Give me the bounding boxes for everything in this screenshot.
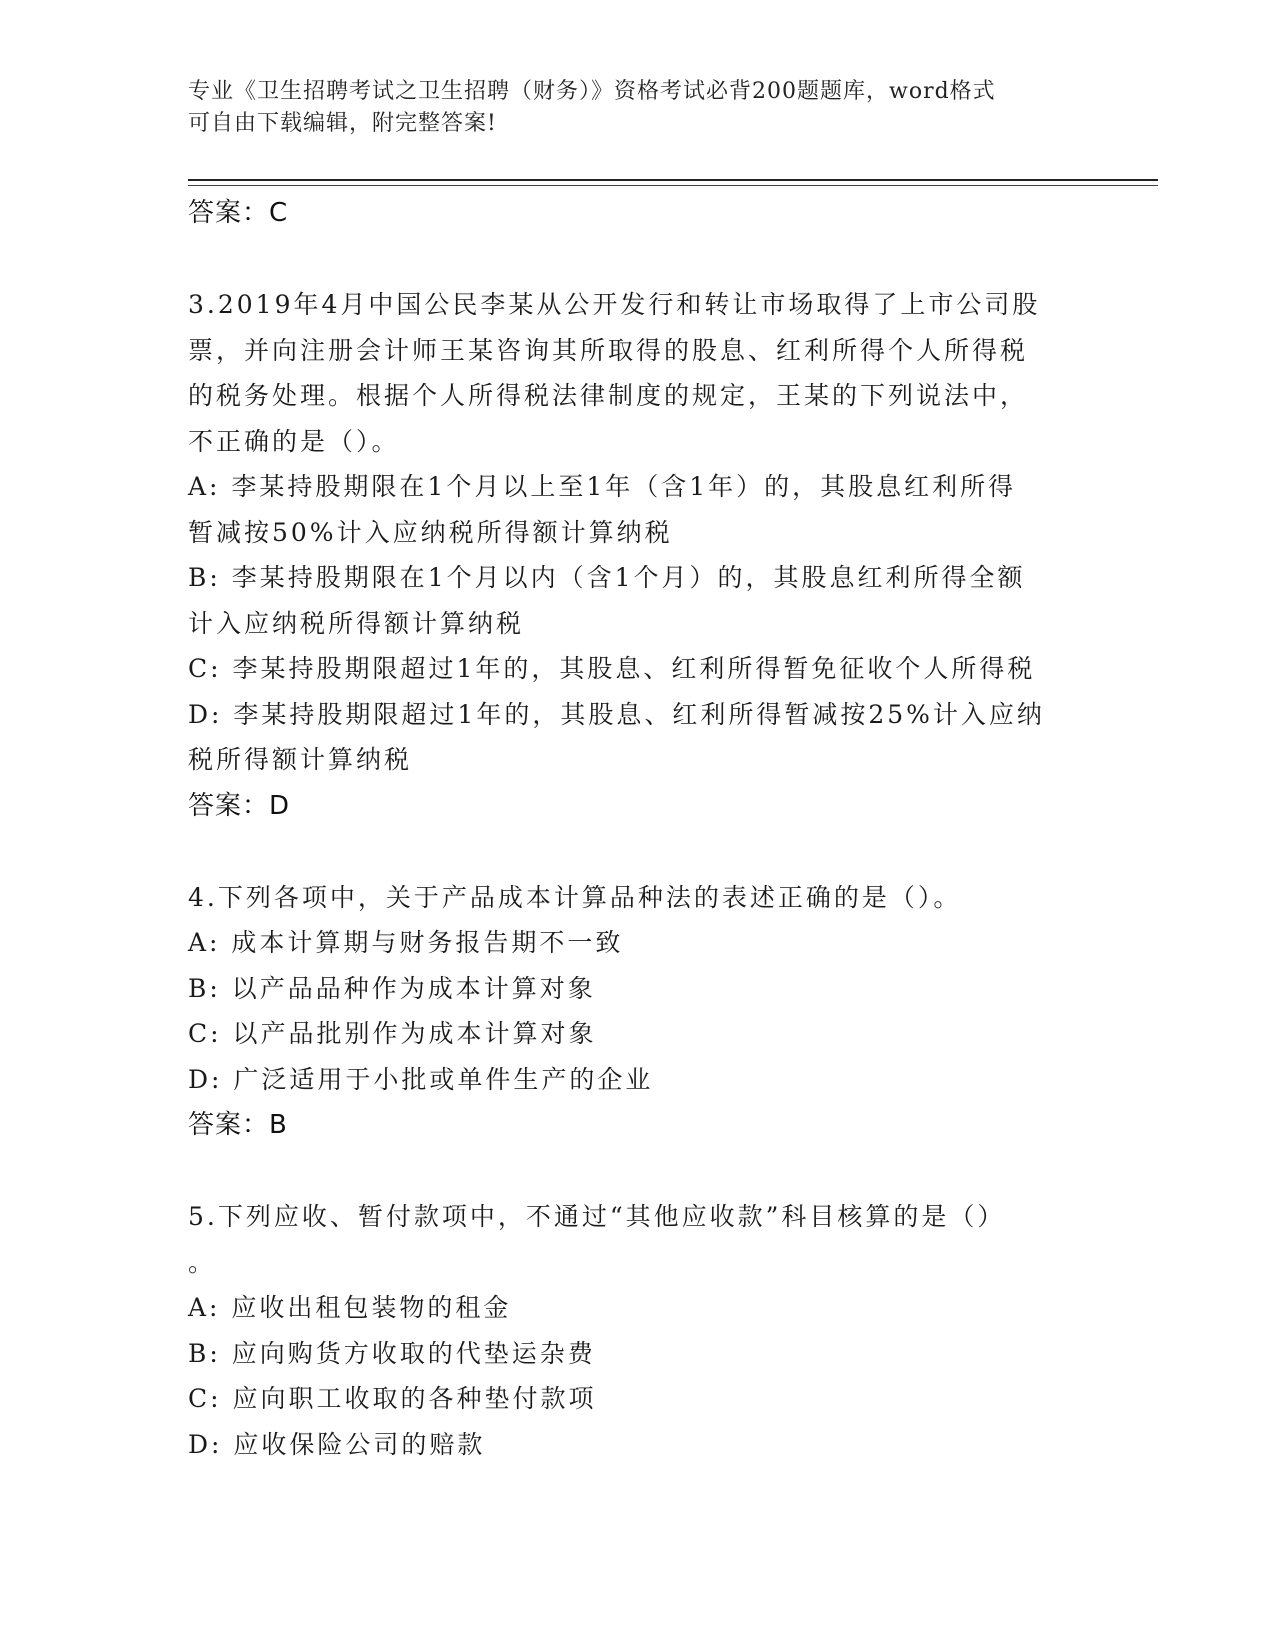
question-4-option-a: A: 成本计算期与财务报告期不一致 — [188, 928, 624, 957]
question-3-stem-line: 票，并向注册会计师王某咨询其所取得的股息、红利所得个人所得税 — [188, 335, 1029, 365]
question-3-stem-line: 不正确的是（）。 — [188, 426, 400, 456]
question-3 — [188, 282, 1088, 829]
question-3-option-c: C: 李某持股期限超过1年的，其股息、红利所得暂免征收个人所得税 — [188, 654, 1036, 683]
question-3-option-a: A: 李某持股期限在1个月以上至1年（含1年）的，其股息红利所得 — [188, 472, 1017, 501]
question-5-option-b: B: 应向购货方收取的代垫运杂费 — [188, 1338, 596, 1368]
question-4-stem-line: 4.下列各项中，关于产品成本计算品种法的表述正确的是（）。 — [188, 882, 962, 912]
question-3-option-a-cont: 暂减按50%计入应纳税所得额计算纳税 — [188, 517, 673, 547]
question-5-option-c: C: 应向职工收取的各种垫付款项 — [188, 1384, 597, 1413]
question-3-stem-line: 3.2019年4月中国公民李某从公开发行和转让市场取得了上市公司股 — [188, 290, 1041, 319]
header-line-1: 专业《卫生招聘考试之卫生招聘（财务）》资格考试必背200题题库，word格式 — [188, 79, 996, 104]
question-5-stem-line: 5.下列应收、暂付款项中，不通过“其他应收款”科目核算的是（） — [188, 1202, 1006, 1231]
question-5 — [188, 1194, 1088, 1467]
document-header — [188, 76, 1068, 140]
previous-answer: 答案：C — [188, 198, 289, 228]
question-3-option-d-cont: 税所得额计算纳税 — [188, 745, 413, 774]
question-5-option-a: A: 应收出租包装物的租金 — [188, 1293, 512, 1322]
question-5-option-d: D: 应收保险公司的赔款 — [188, 1429, 486, 1459]
question-3-option-b-cont: 计入应纳税所得额计算纳税 — [188, 608, 525, 638]
question-3-answer: 答案：D — [188, 790, 291, 821]
question-4 — [188, 875, 1088, 1149]
question-3-option-d: D: 李某持股期限超过1年的，其股息、红利所得暂减按25%计入应纳 — [188, 699, 1045, 729]
header-rule-thick — [188, 179, 1158, 181]
header-rule-thin — [188, 185, 1158, 186]
question-3-option-b: B: 李某持股期限在1个月以内（含1个月）的，其股息红利所得全额 — [188, 563, 1026, 592]
question-4-option-b: B: 以产品品种作为成本计算对象 — [188, 973, 596, 1003]
question-3-stem-line: 的税务处理。根据个人所得税法律制度的规定，王某的下列说法中， — [188, 381, 1029, 410]
question-4-option-c: C: 以产品批别作为成本计算对象 — [188, 1019, 597, 1048]
header-line-2: 可自由下载编辑，附完整答案! — [188, 111, 497, 136]
question-4-option-d: D: 广泛适用于小批或单件生产的企业 — [188, 1064, 654, 1094]
question-5-stem-line: 。 — [188, 1247, 217, 1277]
question-list — [188, 190, 1088, 1467]
question-4-answer: 答案：B — [188, 1110, 288, 1140]
